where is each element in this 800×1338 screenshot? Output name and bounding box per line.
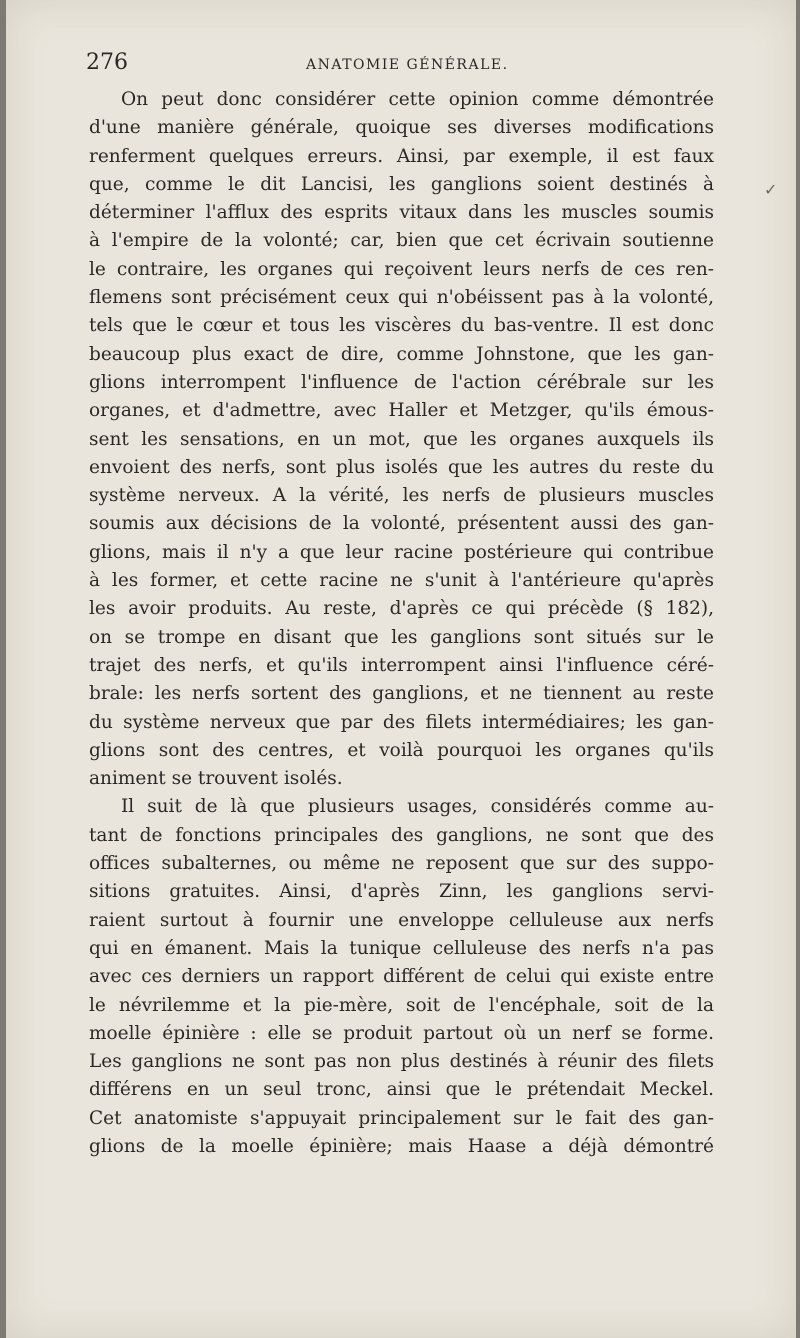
text-line: on se trompe en disant que les ganglions sont situés sur le [89,626,714,648]
page-header [86,50,716,80]
text-line: système nerveux. A la vérité, les nerfs de plusieurs muscles [89,485,714,507]
paragraph-2 [89,793,714,1161]
text-line: les avoir produits. Au reste, d'après ce qui précède (§ 182), [89,598,714,620]
text-line: d'une manière générale, quoique ses diverses modifications [89,117,714,139]
text-line: animent se trouvent isolés. [89,768,343,790]
text-line: tant de fonctions principales des ganglions, ne sont que des [89,824,714,846]
text-line: sent les sensations, en un mot, que les organes auxquels ils [89,428,714,450]
text-line: flemens sont précisément ceux qui n'obéissent pas à la volonté, [89,287,714,309]
text-line: glions interrompent l'influence de l'action cérébrale sur les [89,371,714,393]
text-line: qui en émanent. Mais la tunique celluleuse des nerfs n'a pas [89,937,714,959]
text-line: tels que le cœur et tous les viscères du bas-ventre. Il est donc [89,315,714,337]
book-page [6,0,796,1338]
text-line: déterminer l'afflux des esprits vitaux dans les muscles soumis [89,202,714,224]
text-line: glions sont des centres, et voilà pourquoi les organes qu'ils [89,739,714,761]
text-line: glions, mais il n'y a que leur racine postérieure qui contribue [89,541,714,563]
text-line: organes, et d'admettre, avec Haller et Metzger, qu'ils émous- [89,400,714,422]
text-line: différens en un seul tronc, ainsi que le prétendait Meckel. [89,1079,714,1101]
margin-check-mark: ✓ [764,180,778,199]
text-line: On peut donc considérer cette opinion comme démontrée [121,89,714,110]
text-line: Il suit de là que plusieurs usages, considérés comme au- [121,796,714,818]
text-line: trajet des nerfs, et qu'ils interrompent ainsi l'influence céré- [89,654,714,676]
text-line: offices subalternes, ou même ne reposent que sur des suppo- [89,853,714,875]
text-line: à les former, et cette racine ne s'unit à l'antérieure qu'après [89,570,714,592]
text-line: que, comme le dit Lancisi, les ganglions soient destinés à [89,173,714,195]
text-line: glions de la moelle épinière; mais Haase a déjà démontré [89,1135,714,1157]
paragraph-1 [89,86,714,793]
text-line: beaucoup plus exact de dire, comme Johnstone, que les gan- [89,343,714,365]
text-line: Cet anatomiste s'appuyait principalement sur le fait des gan- [89,1107,714,1129]
text-line: avec ces derniers un rapport différent de celui qui existe entre [89,966,714,988]
text-line: le contraire, les organes qui reçoivent leurs nerfs de ces ren- [89,258,714,280]
text-line: soumis aux décisions de la volonté, présentent aussi des gan- [89,513,714,535]
page-number: 276 [86,50,128,75]
text-line: renferment quelques erreurs. Ainsi, par exemple, il est faux [89,145,714,167]
text-line: raient surtout à fournir une enveloppe celluleuse aux nerfs [89,909,714,931]
body-text [89,86,714,1161]
text-line: Les ganglions ne sont pas non plus destinés à réunir des filets [89,1051,714,1073]
text-line: envoient des nerfs, sont plus isolés que les autres du reste du [89,456,714,478]
text-line: le névrilemme et la pie-mère, soit de l'encéphale, soit de la [89,994,714,1016]
text-line: brale: les nerfs sortent des ganglions, et ne tiennent au reste [89,683,714,705]
text-line: à l'empire de la volonté; car, bien que cet écrivain soutienne [89,230,714,252]
running-head: ANATOMIE GÉNÉRALE. [306,57,509,73]
text-line: moelle épinière : elle se produit partout où un nerf se forme. [89,1022,714,1044]
text-line: du système nerveux que par des filets intermédiaires; les gan- [89,711,714,733]
text-line: sitions gratuites. Ainsi, d'après Zinn, les ganglions servi- [89,881,714,903]
